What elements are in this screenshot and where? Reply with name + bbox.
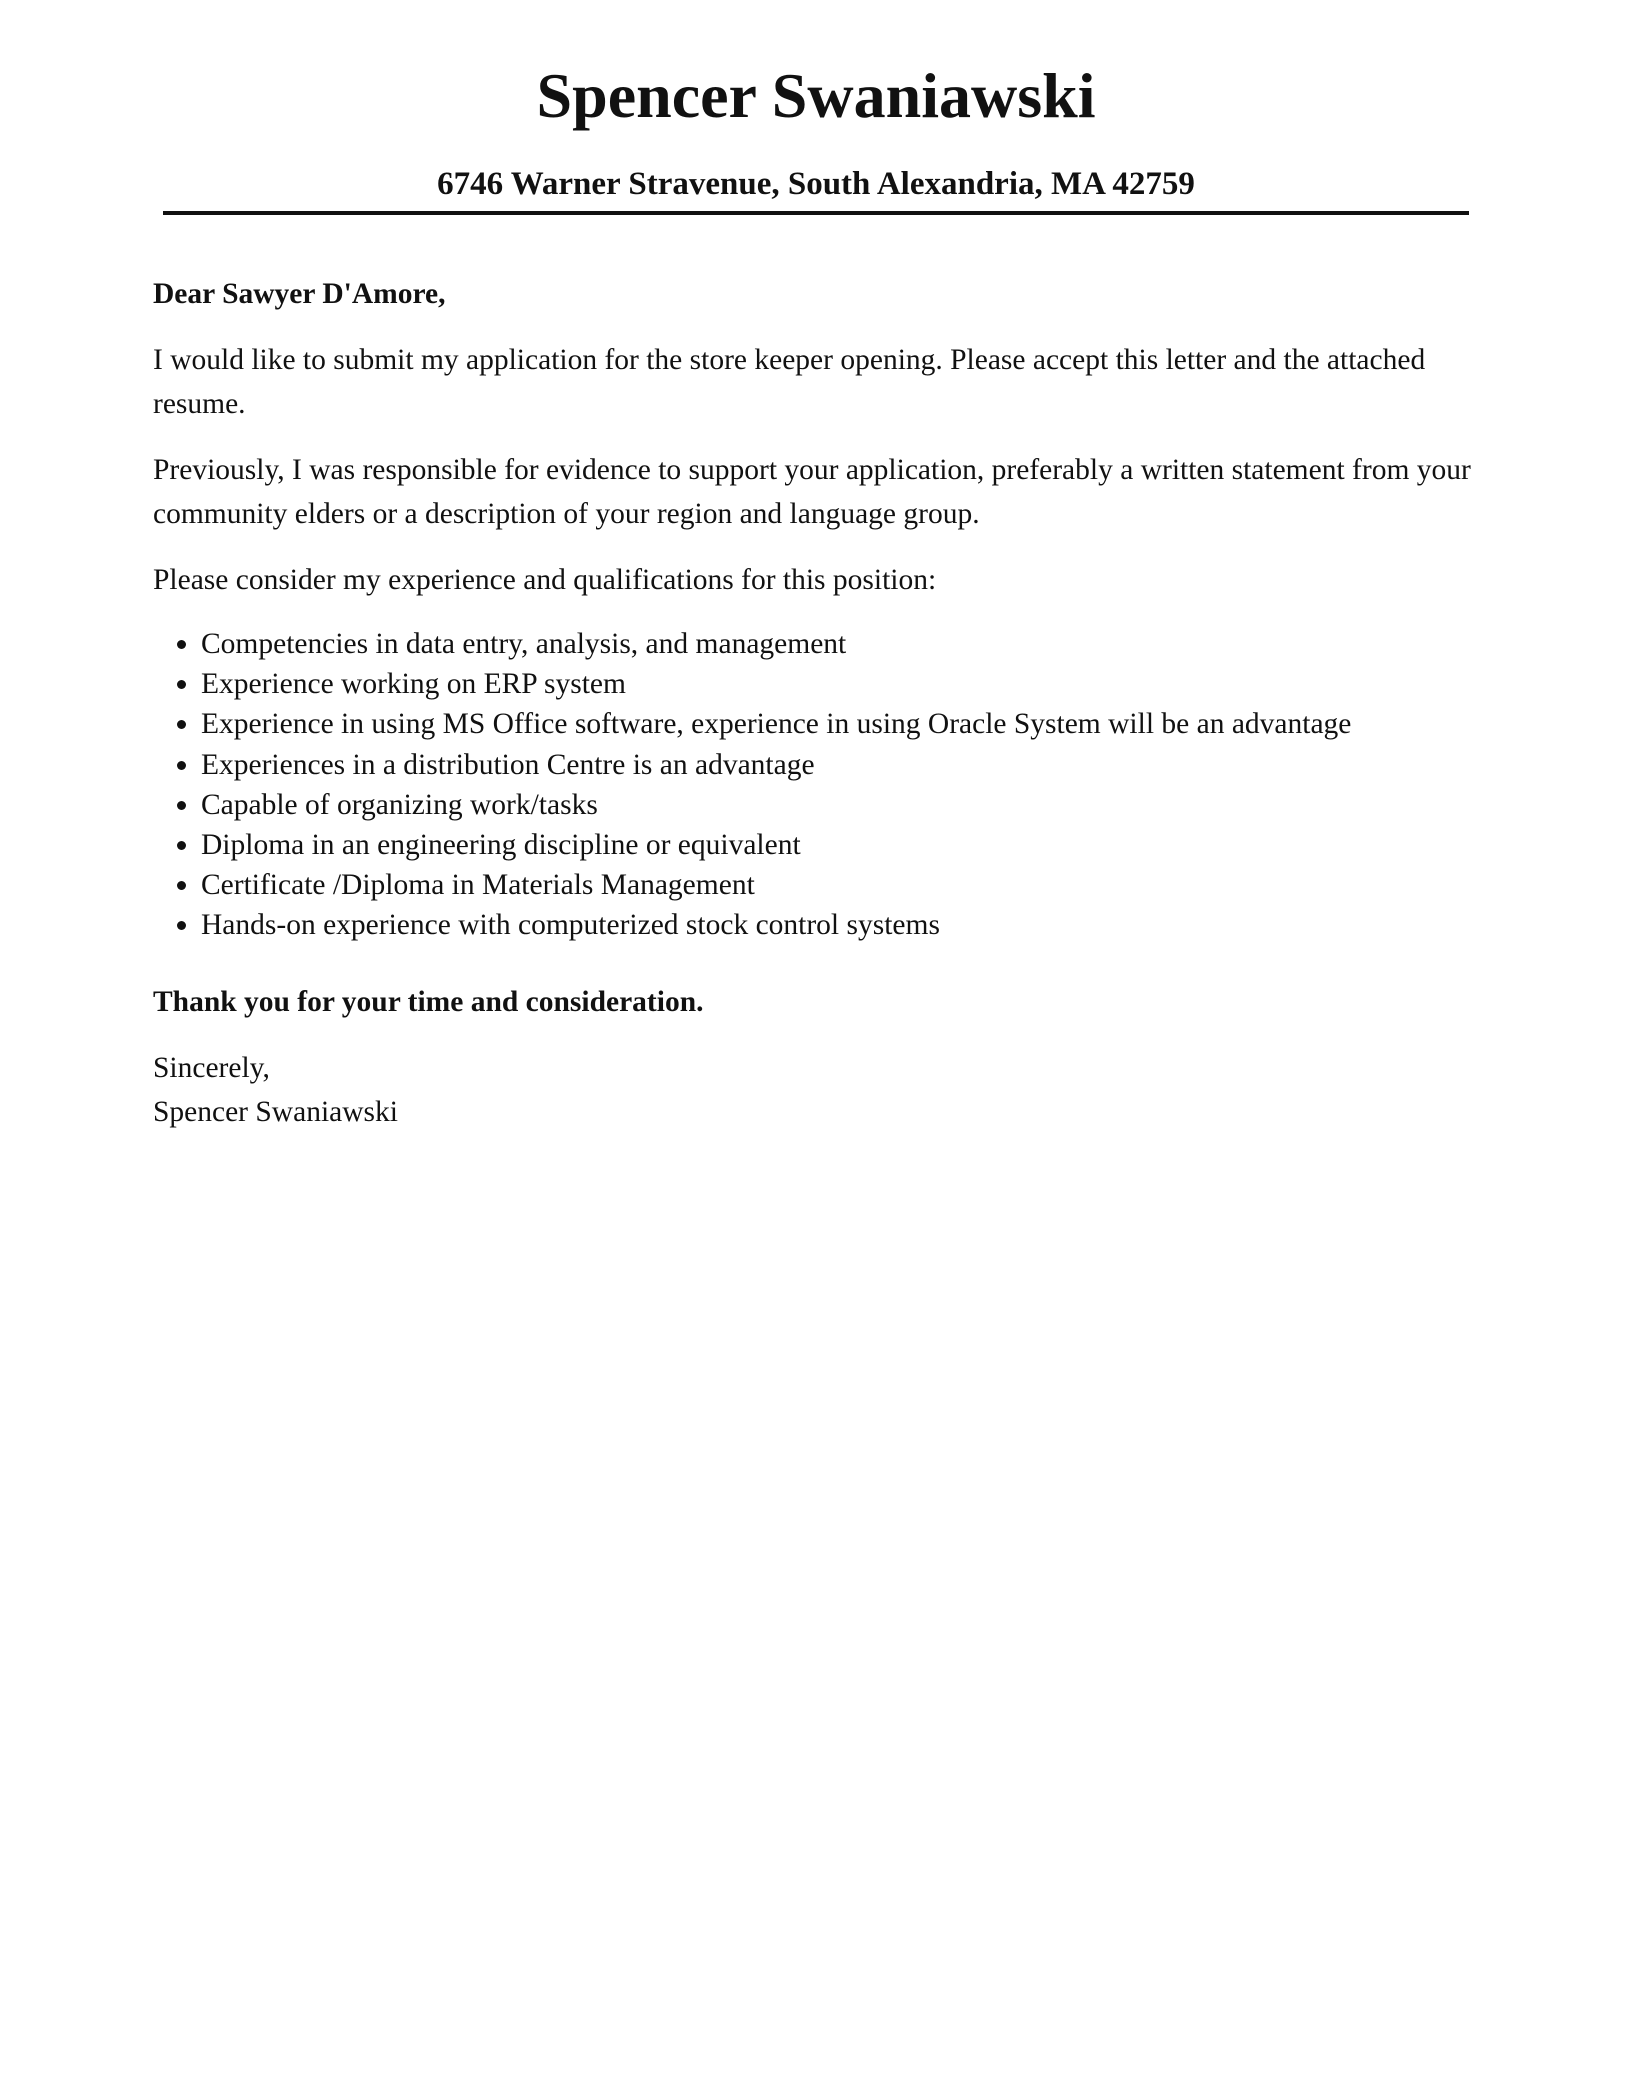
list-item-text: Certificate /Diploma in Materials Management xyxy=(201,869,755,902)
signoff: Sincerely, xyxy=(153,1051,270,1084)
list-item-text: Capable of organizing work/tasks xyxy=(201,788,598,821)
list-item-text: Hands-on experience with computerized stock control systems xyxy=(201,909,940,942)
qualifications-list xyxy=(153,624,1473,946)
bullet-icon xyxy=(177,801,186,810)
list-item xyxy=(153,825,1473,865)
bullet-icon xyxy=(177,680,186,689)
list-item-text: Experiences in a distribution Centre is an advantage xyxy=(201,748,815,781)
bullet-icon xyxy=(177,881,186,890)
letter-body xyxy=(153,272,1473,1134)
list-item xyxy=(153,865,1473,905)
closing-line: Thank you for your time and consideration. xyxy=(153,985,704,1018)
list-item-text: Experience in using MS Office software, experience in using Oracle System will be an advantage xyxy=(201,708,1352,741)
list-item xyxy=(153,745,1473,785)
list-item xyxy=(153,785,1473,825)
sender-address: 6746 Warner Stravenue, South Alexandria, MA 42759 xyxy=(437,166,1195,202)
list-item-text: Experience working on ERP system xyxy=(201,668,626,701)
list-item xyxy=(153,905,1473,945)
sender-name: Spencer Swaniawski xyxy=(536,60,1096,131)
signature: Spencer Swaniawski xyxy=(153,1095,398,1128)
bullet-icon xyxy=(177,761,186,770)
salutation: Dear Sawyer D'Amore, xyxy=(153,278,446,310)
header-divider xyxy=(163,211,1469,215)
list-item-text: Diploma in an engineering discipline or equivalent xyxy=(201,829,801,862)
bullet-icon xyxy=(177,921,186,930)
list-item xyxy=(153,624,1473,664)
paragraph-qualifications-intro: Please consider my experience and qualifications for this position: xyxy=(153,564,937,596)
list-item xyxy=(153,664,1473,704)
bullet-icon xyxy=(177,720,186,729)
bullet-icon xyxy=(177,841,186,850)
paragraph-experience: Previously, I was responsible for evidence to support your application, preferably a written statement from your community elders or a description of your region and language group. xyxy=(153,454,1471,530)
list-item-text: Competencies in data entry, analysis, and management xyxy=(201,628,847,660)
paragraph-intro: I would like to submit my application for the store keeper opening. Please accept this letter and the attached resume. xyxy=(153,344,1426,420)
list-item xyxy=(153,704,1473,744)
bullet-icon xyxy=(177,640,186,649)
letter-header xyxy=(163,56,1469,202)
